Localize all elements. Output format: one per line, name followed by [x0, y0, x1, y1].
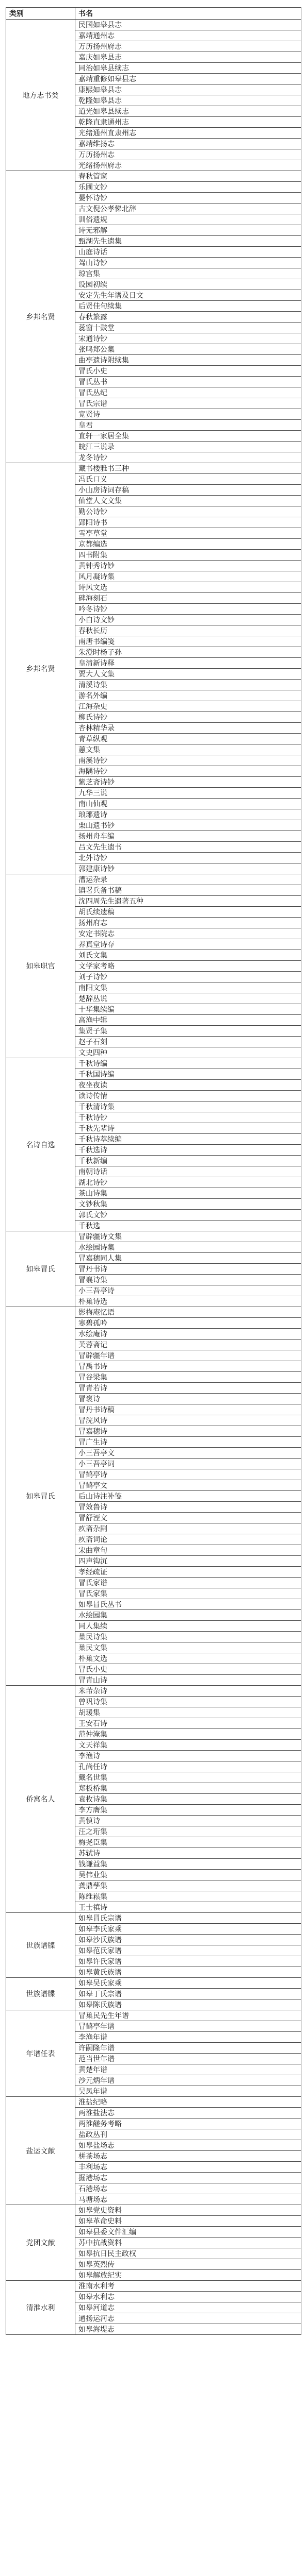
- book-title-cell: 疚斋杂剧: [75, 1523, 301, 1534]
- book-title-cell: 后贤佳句续集: [75, 301, 301, 312]
- book-title-cell: 仙堂人文文集: [75, 496, 301, 506]
- category-column-header: 类别: [6, 8, 75, 20]
- book-title-cell: 南阳文集: [75, 982, 301, 993]
- book-title-cell: 光绪扬州府志: [75, 160, 301, 171]
- book-title-cell: 乾隆如皋县志: [75, 95, 301, 106]
- book-title-cell: 淮南水利考: [75, 2281, 301, 2292]
- book-title-cell: 九华三说: [75, 788, 301, 799]
- book-title-cell: 南山仙观: [75, 799, 301, 809]
- book-title-cell: 黄钟秀诗钞: [75, 561, 301, 571]
- book-title-cell: 碑海刻石: [75, 593, 301, 604]
- book-title-cell: 千秋选: [75, 1221, 301, 1231]
- book-title-cell: 范当世年谱: [75, 2054, 301, 2064]
- book-title-cell: 冒谷梁集: [75, 1372, 301, 1383]
- book-title-cell: 藏书楼雅书三种: [75, 463, 301, 474]
- book-title-cell: 盐政丛刊: [75, 2129, 301, 2140]
- book-title-cell: 训俗遗规: [75, 214, 301, 225]
- book-title-cell: 钱谦益集: [75, 1859, 301, 1870]
- book-title-cell: 乐圃文钞: [75, 182, 301, 193]
- book-title-cell: 安定书院志: [75, 928, 301, 939]
- book-title-cell: 嘉靖重修如皋县志: [75, 74, 301, 84]
- book-title-cell: 李渔诗: [75, 1751, 301, 1761]
- book-title-cell: 如皋革命史料: [75, 2216, 301, 2227]
- book-title-cell: 青草纵观: [75, 734, 301, 744]
- book-title-cell: 范仲淹集: [75, 1729, 301, 1740]
- book-title-cell: 孝经疏证: [75, 1567, 301, 1578]
- table-row: [6, 1686, 301, 1697]
- category-cell: 党团文献: [6, 2205, 75, 2281]
- book-title-cell: 春秋繁露: [75, 312, 301, 323]
- book-title-cell: 千秋清诗集: [75, 1101, 301, 1112]
- book-title-cell: 吴凤年谱: [75, 2086, 301, 2097]
- header-row: [6, 8, 301, 20]
- book-title-cell: 苏轼诗: [75, 1848, 301, 1859]
- book-title-cell: 千秋国诗编: [75, 1069, 301, 1080]
- book-title-cell: 冒氏家集: [75, 1588, 301, 1599]
- book-title-cell: 紫芝斋诗钞: [75, 777, 301, 788]
- book-title-cell: 郑板桥集: [75, 1783, 301, 1794]
- book-title-cell: 冒褒诗: [75, 1394, 301, 1404]
- book-title-cell: 读诗传情: [75, 1091, 301, 1101]
- book-title-cell: 如皋英烈传: [75, 2259, 301, 2270]
- book-title-cell: 两淮盐法志: [75, 2108, 301, 2119]
- book-title-cell: 安定先生年谱及日文: [75, 290, 301, 301]
- book-title-cell: 如皋抗日民主政权: [75, 2248, 301, 2259]
- book-title-cell: 镇署兵备书稿: [75, 885, 301, 896]
- book-title-cell: 乾隆直隶通州志: [75, 117, 301, 128]
- book-title-cell: 冒辟疆年谱: [75, 1350, 301, 1361]
- category-cell: 世族谱牒: [6, 1913, 75, 1978]
- book-title-cell: 皇清新诗释: [75, 658, 301, 669]
- book-title-cell: 冒鹤亭文: [75, 1480, 301, 1491]
- book-title-cell: 冒氏宗谱: [75, 398, 301, 409]
- book-title-cell: 万历扬州府志: [75, 41, 301, 52]
- book-title-cell: 嘉靖维扬志: [75, 139, 301, 149]
- book-title-cell: 设园初续: [75, 279, 301, 290]
- book-title-cell: 冒嘉穗诗: [75, 1426, 301, 1437]
- table-row: [6, 1913, 301, 1924]
- book-title-cell: 湖北诗钞: [75, 1177, 301, 1188]
- book-title-cell: 李渔年谱: [75, 2032, 301, 2043]
- book-title-cell: 冒氏丛书: [75, 377, 301, 387]
- book-title-cell: 冒丹书诗稿: [75, 1404, 301, 1415]
- book-title-cell: 郭氏文钞: [75, 1210, 301, 1221]
- book-title-cell: 文史四种: [75, 1047, 301, 1058]
- book-title-cell: 万历扬州志: [75, 149, 301, 160]
- book-title-cell: 海隅诗钞: [75, 766, 301, 777]
- book-title-cell: 如皋盐场志: [75, 2140, 301, 2151]
- book-title-cell: 北外诗钞: [75, 853, 301, 863]
- book-title-cell: 冒浣风诗: [75, 1415, 301, 1426]
- table-row: [6, 1058, 301, 1069]
- book-title-cell: 吟冬诗钞: [75, 604, 301, 615]
- book-title-cell: 冒氏家谱: [75, 1578, 301, 1588]
- book-title-cell: 戴名世集: [75, 1772, 301, 1783]
- book-title-cell: 琼宫集: [75, 268, 301, 279]
- book-title-cell: 风月凝诗集: [75, 571, 301, 582]
- book-title-cell: 雪亭草堂: [75, 528, 301, 539]
- book-title-cell: 古文倪公孝悌北辞: [75, 204, 301, 214]
- book-title-cell: 如皋河道志: [75, 2302, 301, 2313]
- category-cell: 侨寓名人: [6, 1686, 75, 1913]
- table-row: [6, 1978, 301, 1989]
- book-title-cell: 千秋诗钞: [75, 1112, 301, 1123]
- category-cell: 如皋冒氏: [6, 1231, 75, 1307]
- book-title-cell: 四声钩沉: [75, 1556, 301, 1567]
- book-title-cell: 养真堂诗存: [75, 939, 301, 950]
- table-row: [6, 2205, 301, 2216]
- book-title-cell: 冒氏小史: [75, 1664, 301, 1675]
- book-title-cell: 诗无邪解: [75, 225, 301, 236]
- book-title-cell: 小三吾亭词: [75, 1459, 301, 1469]
- book-title-cell: 驾山诗钞: [75, 258, 301, 268]
- book-title-cell: 皖江三说录: [75, 442, 301, 452]
- book-title-cell: 千秋新编: [75, 1156, 301, 1166]
- book-title-cell: 龙冬诗钞: [75, 452, 301, 463]
- book-title-cell: 如皋黄氏族谱: [75, 1967, 301, 1978]
- book-title-cell: 冒鹤亭年谱: [75, 2021, 301, 2032]
- book-title-cell: 文天祥集: [75, 1740, 301, 1751]
- book-title-cell: 冒广生诗: [75, 1437, 301, 1448]
- book-title-cell: 郭建康诗钞: [75, 863, 301, 874]
- category-cell: 如皋职官: [6, 874, 75, 1058]
- book-title-cell: 冒青山诗: [75, 1675, 301, 1686]
- book-title-cell: 冒巢民先生年谱: [75, 2010, 301, 2021]
- book-title-cell: 冒舒湮文: [75, 1513, 301, 1523]
- book-title-cell: 龚鼎孳集: [75, 1880, 301, 1891]
- book-title-cell: 栟茶场志: [75, 2151, 301, 2162]
- book-title-cell: 如皋冒氏丛书: [75, 1599, 301, 1610]
- category-cell: 世族谱牒: [6, 1978, 75, 2010]
- table-row: [6, 20, 301, 30]
- book-title-cell: 杏林精华录: [75, 723, 301, 734]
- book-title-cell: 掘港场志: [75, 2173, 301, 2183]
- table-row: [6, 1231, 301, 1242]
- book-title-cell: 宽贤诗: [75, 409, 301, 420]
- book-title-cell: 水绘园集: [75, 1610, 301, 1621]
- book-title-cell: 寒碧孤吟: [75, 1318, 301, 1329]
- book-title-cell: 陈维崧集: [75, 1891, 301, 1902]
- book-title-cell: 孔尚任诗: [75, 1761, 301, 1772]
- book-title-cell: 千秋选诗: [75, 1145, 301, 1156]
- book-title-cell: 胡瑗集: [75, 1707, 301, 1718]
- book-title-cell: 民国如皋县志: [75, 20, 301, 30]
- book-title-cell: 刘子诗钞: [75, 972, 301, 982]
- book-title-cell: 康熙如皋县志: [75, 84, 301, 95]
- book-title-cell: 蕊窗十鼓堂: [75, 323, 301, 333]
- book-title-cell: 如皋李氏家乘: [75, 1924, 301, 1935]
- book-title-cell: 春秋管窥: [75, 171, 301, 182]
- book-title-cell: 扬州舟车编: [75, 831, 301, 842]
- table-row: [6, 2097, 301, 2108]
- book-title-cell: 江海杂史: [75, 701, 301, 712]
- book-title-cell: 如皋水利志: [75, 2292, 301, 2302]
- book-title-cell: 甄湖先生遗集: [75, 236, 301, 247]
- book-title-cell: 苏中抗战资料: [75, 2238, 301, 2248]
- book-title-cell: 同治如皋县续志: [75, 63, 301, 74]
- book-title-cell: 淮盐纪略: [75, 2097, 301, 2108]
- table-row: [6, 874, 301, 885]
- book-title-cell: 蕙文集: [75, 744, 301, 755]
- book-title-cell: 游名外编: [75, 690, 301, 701]
- table-row: [6, 463, 301, 474]
- book-title-cell: 诗风文选: [75, 582, 301, 593]
- book-title-cell: 许嗣隆年谱: [75, 2043, 301, 2054]
- book-title-cell: 冒嘉穗同人集: [75, 1253, 301, 1264]
- book-title-cell: 皇君: [75, 420, 301, 431]
- book-title-cell: 影梅庵忆语: [75, 1307, 301, 1318]
- book-title-cell: 嘉靖通州志: [75, 30, 301, 41]
- book-title-cell: 赵子石刻: [75, 1037, 301, 1047]
- book-title-cell: 贾大人文集: [75, 669, 301, 680]
- book-title-cell: 同人集续: [75, 1621, 301, 1632]
- book-title-cell: 如皋县委文件汇编: [75, 2227, 301, 2238]
- category-cell: 地方志书类: [6, 20, 75, 171]
- book-title-cell: 春秋长历: [75, 625, 301, 636]
- book-title-cell: 光绪通州直隶州志: [75, 128, 301, 139]
- book-title-cell: 朴巢诗选: [75, 1296, 301, 1307]
- book-title-cell: 黄楚年谱: [75, 2064, 301, 2075]
- book-title-cell: 道光如皋县续志: [75, 106, 301, 117]
- book-title-cell: 曲亭遗诗附续集: [75, 355, 301, 366]
- book-title-cell: 丰利场志: [75, 2162, 301, 2173]
- book-title-cell: 沈四周先生遗著五种: [75, 896, 301, 907]
- book-title-cell: 如皋范氏家谱: [75, 1945, 301, 1956]
- book-title-cell: 山庭诗话: [75, 247, 301, 258]
- book-title-cell: 冒禹书诗: [75, 1361, 301, 1372]
- category-cell: 盐运文献: [6, 2097, 75, 2205]
- book-title-cell: 石港场志: [75, 2183, 301, 2194]
- book-title-cell: 冒氏丛纪: [75, 387, 301, 398]
- book-title-cell: 芙蓉斋记: [75, 1340, 301, 1350]
- book-title-cell: 直轩一家居全集: [75, 431, 301, 442]
- category-cell: 年谱任表: [6, 2010, 75, 2097]
- title-column-header: 书名: [75, 8, 301, 20]
- book-title-cell: 小三吾亭文: [75, 1448, 301, 1459]
- book-title-cell: 冒丹书诗: [75, 1264, 301, 1275]
- category-cell: 如皋冒氏: [6, 1307, 75, 1686]
- book-title-cell: 马塘场志: [75, 2194, 301, 2205]
- book-title-cell: 冒效鲁诗: [75, 1502, 301, 1513]
- book-title-cell: 疚斋词论: [75, 1534, 301, 1545]
- book-title-cell: 高渔中辑: [75, 1015, 301, 1026]
- catalog-body: [6, 20, 301, 2335]
- book-title-cell: 通扬运河志: [75, 2313, 301, 2324]
- category-cell: 乡邦名贤: [6, 463, 75, 874]
- book-title-cell: 冒鹤亭诗: [75, 1469, 301, 1480]
- book-title-cell: 王士禛诗: [75, 1902, 301, 1913]
- book-title-cell: 千秋先辈诗: [75, 1123, 301, 1134]
- table-row: [6, 2010, 301, 2021]
- book-title-cell: 扬州府志: [75, 918, 301, 928]
- book-title-cell: 千秋诗萃续编: [75, 1134, 301, 1145]
- book-title-cell: 袁枚诗集: [75, 1794, 301, 1805]
- book-title-cell: 南朝诗话: [75, 1166, 301, 1177]
- book-title-cell: 漕运杂录: [75, 874, 301, 885]
- book-title-cell: 宋通诗钞: [75, 333, 301, 344]
- table-row: [6, 171, 301, 182]
- book-title-cell: 小三吾亭诗: [75, 1285, 301, 1296]
- book-title-cell: 栗山遗书钞: [75, 820, 301, 831]
- book-title-cell: 吕文先生遗书: [75, 842, 301, 853]
- book-title-cell: 如皋党史资料: [75, 2205, 301, 2216]
- book-title-cell: 冒襄诗集: [75, 1275, 301, 1285]
- book-title-cell: 如皋海堤志: [75, 2324, 301, 2335]
- book-title-cell: 如皋冒氏宗谱: [75, 1913, 301, 1924]
- book-catalog-table: [6, 7, 301, 2335]
- book-title-cell: 汪之珩集: [75, 1826, 301, 1837]
- book-title-cell: 王安石诗: [75, 1718, 301, 1729]
- book-title-cell: 水绘园诗集: [75, 1242, 301, 1253]
- category-cell: 名诗自选: [6, 1058, 75, 1231]
- book-title-cell: 如皋丁氏宗谱: [75, 1989, 301, 1999]
- book-title-cell: 沙元炳年谱: [75, 2075, 301, 2086]
- book-title-cell: 两淮鹾务考略: [75, 2119, 301, 2129]
- table-row: [6, 2281, 301, 2292]
- book-title-cell: 冒青若诗: [75, 1383, 301, 1394]
- book-title-cell: 冒辟疆诗文集: [75, 1231, 301, 1242]
- book-title-cell: 如皋解放纪实: [75, 2270, 301, 2281]
- book-title-cell: 朴巢文选: [75, 1653, 301, 1664]
- book-title-cell: 张鸣郑公集: [75, 344, 301, 355]
- book-title-cell: 朱澄时杨子孙: [75, 647, 301, 658]
- book-title-cell: 吴伟业集: [75, 1870, 301, 1880]
- book-title-cell: 南唐书编笺: [75, 636, 301, 647]
- book-title-cell: 勤公诗钞: [75, 506, 301, 517]
- book-title-cell: 曾巩诗集: [75, 1697, 301, 1707]
- book-title-cell: 梅尧臣集: [75, 1837, 301, 1848]
- book-title-cell: 冯氏口义: [75, 474, 301, 485]
- book-title-cell: 四书附集: [75, 550, 301, 561]
- book-title-cell: 如皋吴氏家乘: [75, 1978, 301, 1989]
- book-title-cell: 水绘庵诗: [75, 1329, 301, 1340]
- book-title-cell: 十华集续编: [75, 1004, 301, 1015]
- category-cell: 清淮水利: [6, 2281, 75, 2335]
- book-title-cell: 文学家考略: [75, 961, 301, 972]
- book-title-cell: 千秋诗编: [75, 1058, 301, 1069]
- book-title-cell: 后山诗注补笺: [75, 1491, 301, 1502]
- book-title-cell: 柳氏诗钞: [75, 712, 301, 723]
- category-cell: 乡邦名贤: [6, 171, 75, 463]
- book-title-cell: 琅琊遗诗: [75, 809, 301, 820]
- book-title-cell: 南溪诗钞: [75, 755, 301, 766]
- book-title-cell: 楚辞丛说: [75, 993, 301, 1004]
- book-title-cell: 巢民诗集: [75, 1632, 301, 1642]
- book-title-cell: 京都编选: [75, 539, 301, 550]
- book-title-cell: 胡氏续遗稿: [75, 907, 301, 918]
- book-title-cell: 集贤子集: [75, 1026, 301, 1037]
- book-title-cell: 小山房诗词存稿: [75, 485, 301, 496]
- book-title-cell: 茶山诗集: [75, 1188, 301, 1199]
- book-title-cell: 嘉庆如皋县志: [75, 52, 301, 63]
- book-title-cell: 郢阳诗书: [75, 517, 301, 528]
- book-title-cell: 晏怀诗钞: [75, 193, 301, 204]
- book-title-cell: 清溪诗集: [75, 680, 301, 690]
- book-title-cell: 巢民文集: [75, 1642, 301, 1653]
- book-title-cell: 李方膺集: [75, 1805, 301, 1816]
- book-title-cell: 宋曲章句: [75, 1545, 301, 1556]
- book-title-cell: 文钞秋集: [75, 1199, 301, 1210]
- book-title-cell: 米芾杂诗: [75, 1686, 301, 1697]
- book-title-cell: 小白诗文钞: [75, 615, 301, 625]
- book-title-cell: 冒氏小史: [75, 366, 301, 377]
- table-row: [6, 1307, 301, 1318]
- book-title-cell: 黄慎诗: [75, 1816, 301, 1826]
- book-title-cell: 夜坐夜读: [75, 1080, 301, 1091]
- book-title-cell: 如皋许氏家谱: [75, 1956, 301, 1967]
- book-title-cell: 刘氏文集: [75, 950, 301, 961]
- book-title-cell: 如皋沙氏族谱: [75, 1935, 301, 1945]
- book-title-cell: 如皋陈氏族谱: [75, 1999, 301, 2010]
